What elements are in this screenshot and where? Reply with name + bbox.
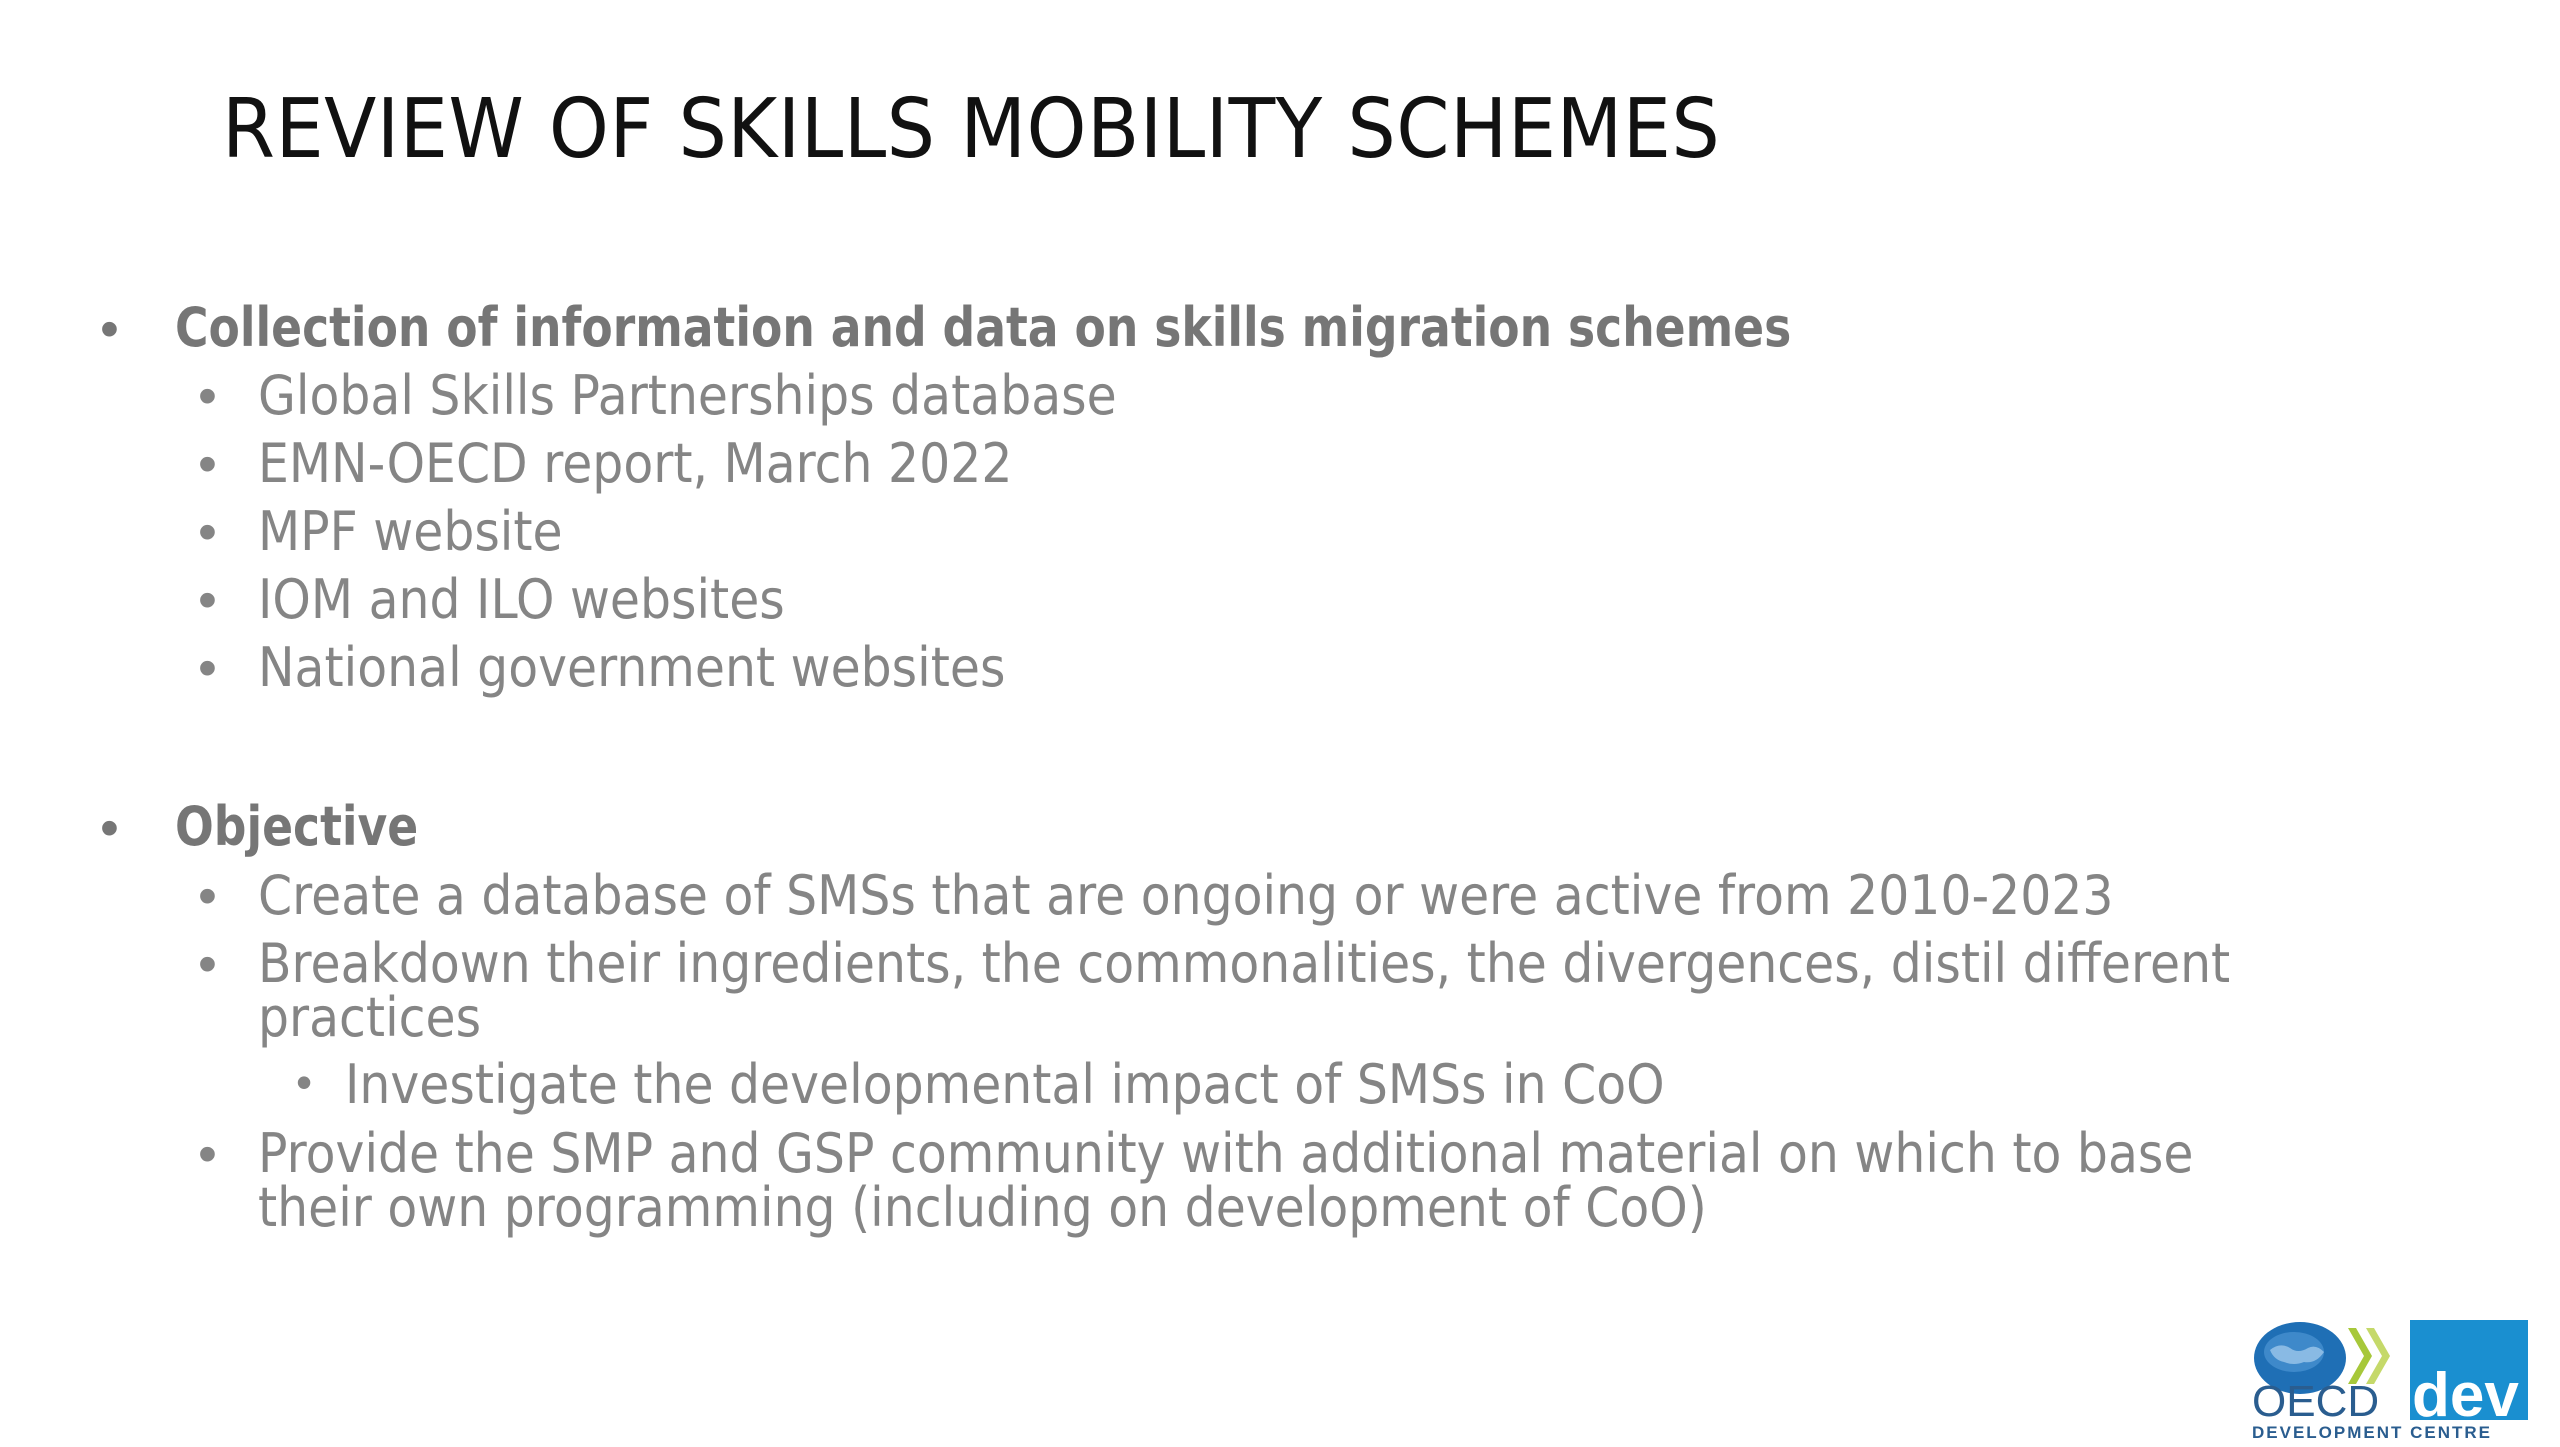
bullet-marker: •	[198, 866, 217, 926]
list-item: EMN-OECD report, March 2022	[258, 432, 1013, 495]
bullet-marker: •	[198, 638, 217, 698]
oecd-dev-logo	[2250, 1320, 2530, 1442]
list-item-continuation: practices	[258, 986, 482, 1049]
bullet-marker: •	[296, 1056, 313, 1108]
bullet-marker: •	[100, 798, 119, 858]
list-item: Provide the SMP and GSP community with additional material on which to base	[258, 1122, 2194, 1185]
list-item-continuation: their own programming (including on development of CoO)	[258, 1176, 1707, 1239]
oecd-globe-icon	[2250, 1320, 2530, 1442]
list-item: Breakdown their ingredients, the commonalities, the divergences, distil different	[258, 932, 2231, 995]
slide-title: REVIEW OF SKILLS MOBILITY SCHEMES	[222, 82, 1721, 177]
list-item: Global Skills Partnerships database	[258, 364, 1117, 427]
bullet-marker: •	[198, 502, 217, 562]
bullet-marker: •	[100, 299, 119, 359]
section-heading-collection: Collection of information and data on skills migration schemes	[175, 296, 1792, 359]
bullet-marker: •	[198, 434, 217, 494]
list-item: Investigate the developmental impact of SMSs in CoO	[345, 1053, 1665, 1116]
bullet-marker: •	[198, 570, 217, 630]
logo-dev-text: dev	[2412, 1361, 2519, 1430]
bullet-marker: •	[198, 934, 217, 994]
list-item: IOM and ILO websites	[258, 568, 785, 631]
section-heading-objective: Objective	[175, 795, 419, 858]
list-item: Create a database of SMSs that are ongoing or were active from 2010-2023	[258, 864, 2114, 927]
bullet-marker: •	[198, 1124, 217, 1184]
list-item: National government websites	[258, 636, 1006, 699]
bullet-marker: •	[198, 366, 217, 426]
logo-subtitle: DEVELOPMENT CENTRE	[2252, 1423, 2493, 1442]
list-item: MPF website	[258, 500, 563, 563]
logo-oecd-text: OECD	[2252, 1377, 2380, 1426]
